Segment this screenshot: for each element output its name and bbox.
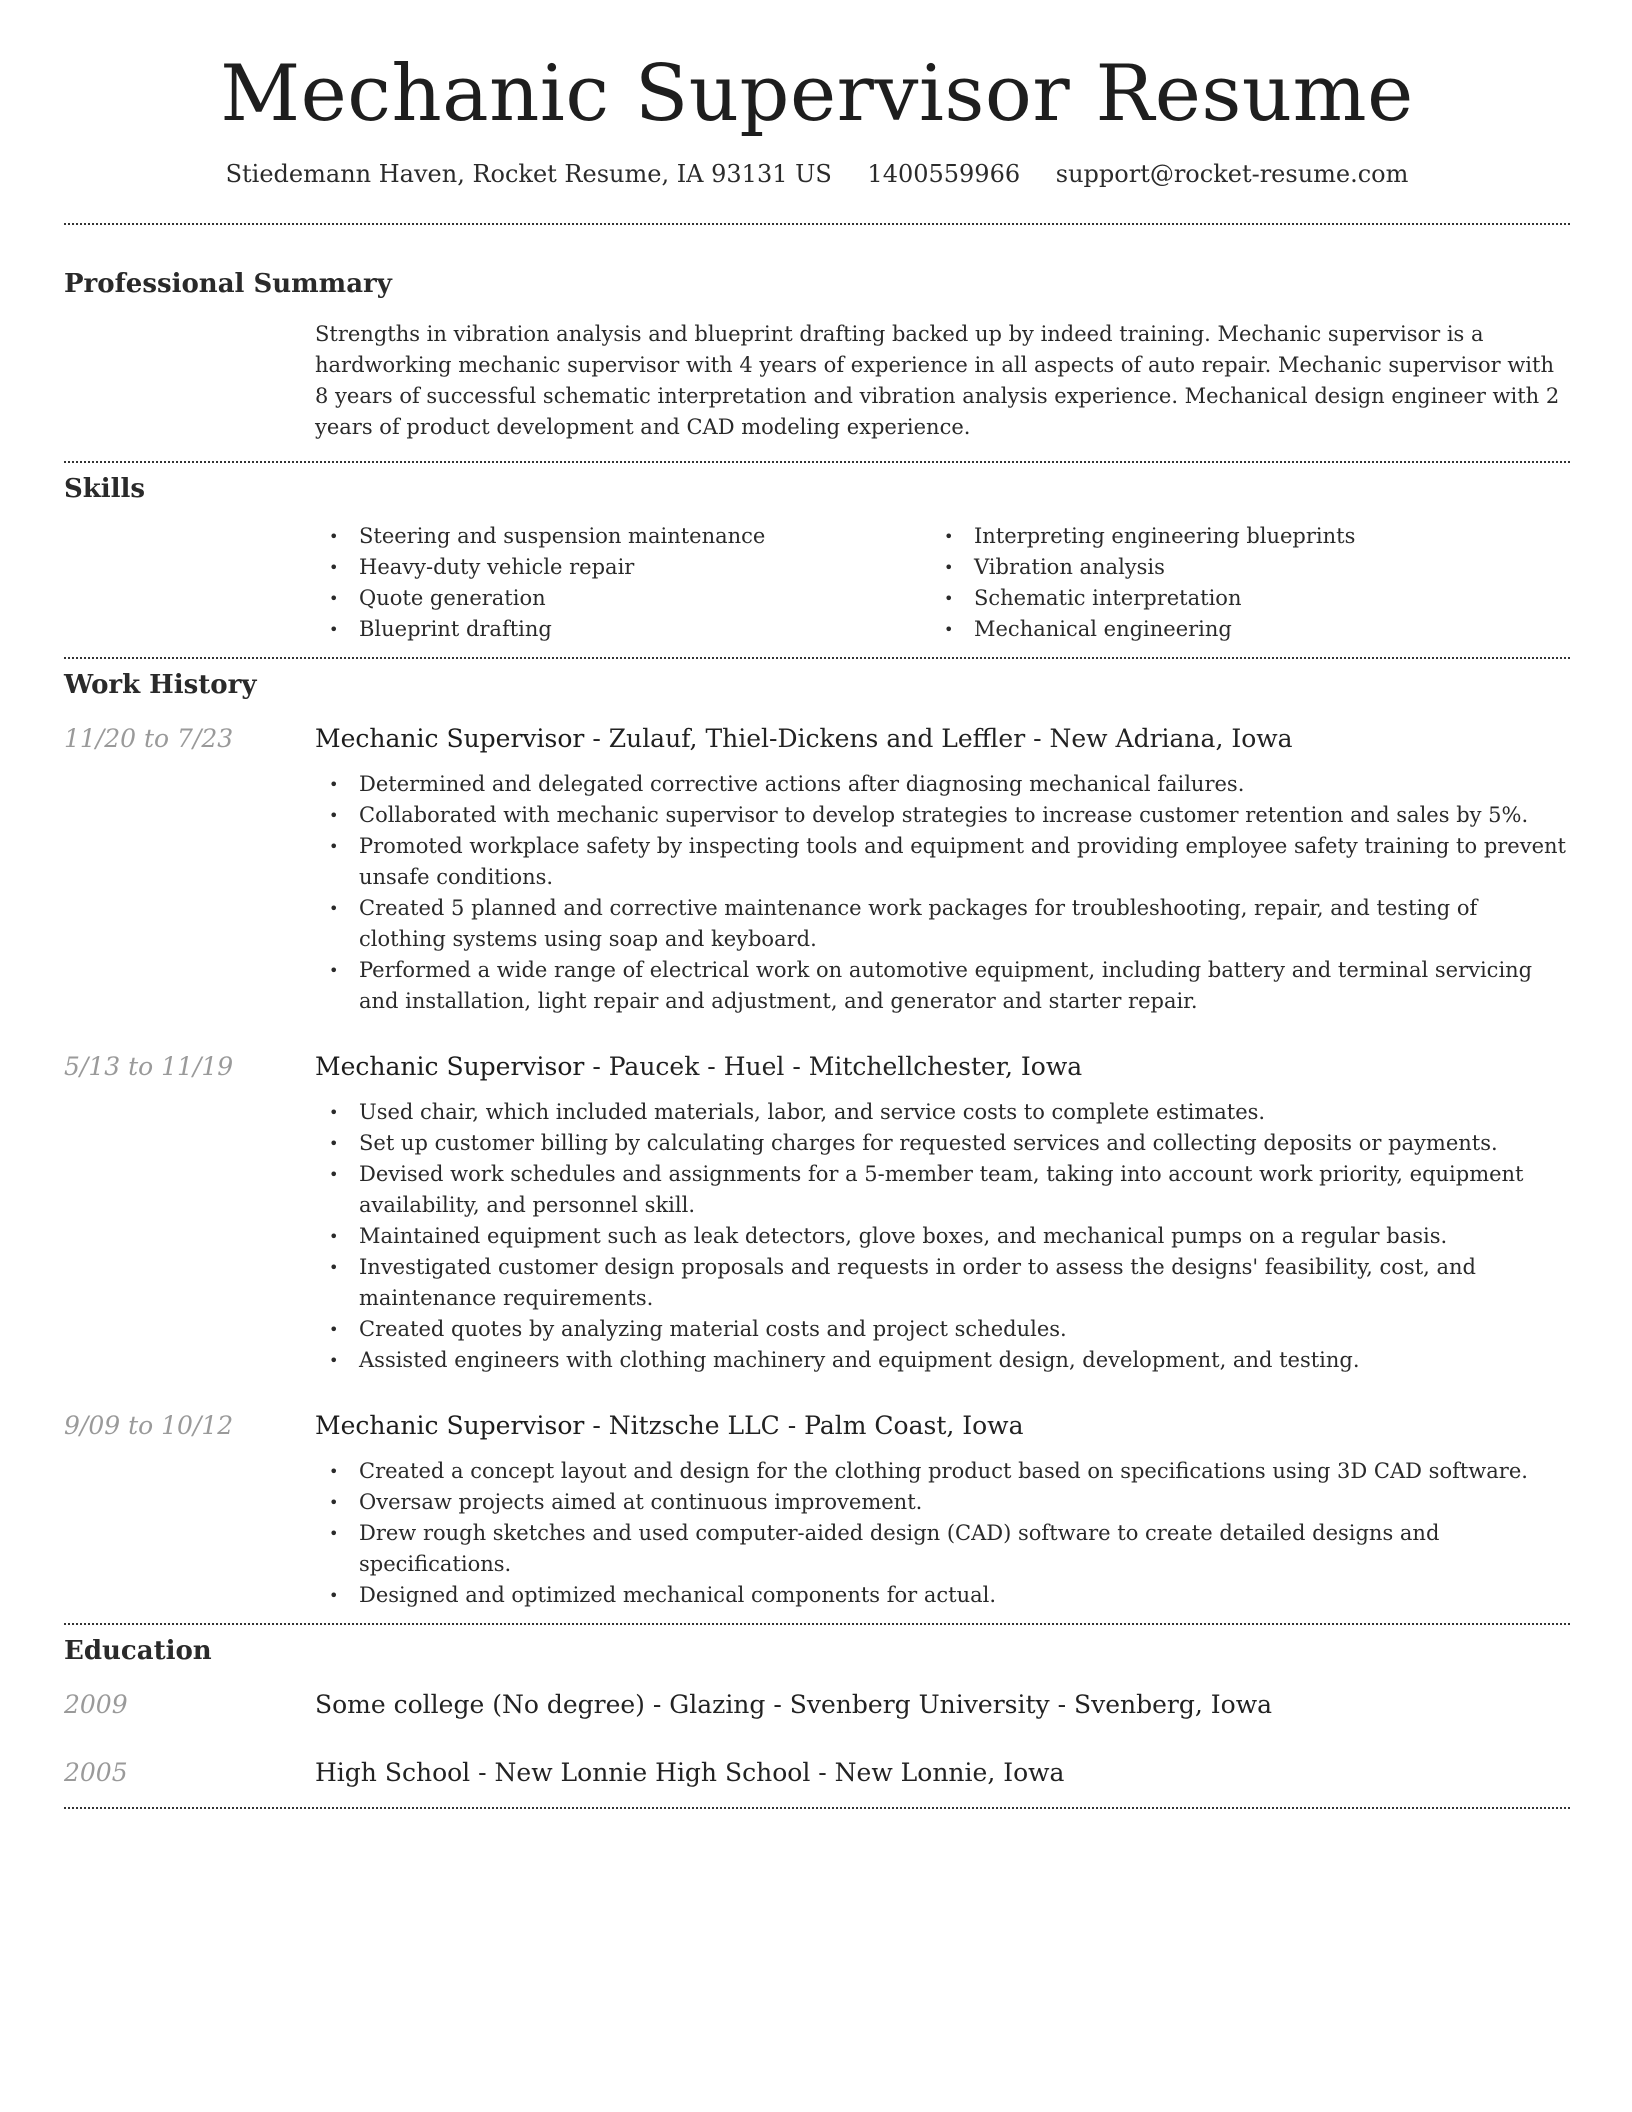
job-bullets [315,1097,1570,1376]
job-bullets [315,1456,1570,1611]
education-entry [64,1757,1570,1789]
job-dates: 5/13 to 11/19 [64,1052,234,1082]
resume-title: Mechanic Supervisor Resume [220,49,1414,139]
skill-item: • Schematic interpretation [930,583,1545,614]
job-employer: - Paucek - Huel - Mitchellchester, Iowa [584,1052,1083,1082]
education-entry [64,1689,1570,1721]
job-bullet: • Designed and optimized mechanical components for actual. [315,1580,1570,1611]
job-bullet: • Devised work schedules and assignments for a 5-member team, taking into account work priority, equipment availability, and personnel skill. [315,1159,1570,1221]
job-title: Mechanic Supervisor [315,724,585,754]
skill-item: • Interpreting engineering blueprints [930,521,1545,552]
skill-item: • Vibration analysis [930,552,1545,583]
job-bullet: • Created quotes by analyzing material costs and project schedules. [315,1314,1570,1345]
skill-item: • Heavy-duty vehicle repair [315,552,930,583]
contact-line [64,160,1570,189]
job-bullet: • Promoted workplace safety by inspecting tools and equipment and providing employee safety training to prevent unsafe conditions. [315,831,1570,893]
section-heading-skills: Skills [64,473,146,504]
education-year: 2005 [64,1758,128,1788]
education-degree: Some college (No degree) - Glazing [315,1690,766,1720]
job-title: Mechanic Supervisor [315,1411,585,1441]
skills-list-right [930,521,1545,645]
job-bullet: • Assisted engineers with clothing machinery and equipment design, development, and testing. [315,1345,1570,1376]
section-heading-education: Education [64,1636,212,1667]
education-school: - Svenberg University - Svenberg, Iowa [765,1690,1273,1720]
education-degree: High School [315,1758,471,1788]
section-heading-work: Work History [64,669,257,700]
divider [64,1623,1570,1625]
job-bullet: • Used chair, which included materials, labor, and service costs to complete estimates. [315,1097,1570,1128]
job-bullets [315,769,1570,1017]
job-bullet: • Investigated customer design proposals and requests in order to assess the designs' feasibility, cost, and maintenance requirements. [315,1252,1570,1314]
divider [64,657,1570,659]
section-heading-summary: Professional Summary [64,268,392,299]
summary-text: Strengths in vibration analysis and blueprint drafting backed up by indeed training. Mechanic supervisor is a hardworking mechanic supervisor with 4 years of experience in all aspects of auto repair. Mechanic supervisor with 8 years of successful schematic interpretation and vibration analysis experience. Mechanical design engineer with 2 years of product development and CAD modeling experience. [315,321,1560,439]
education-school: - New Lonnie High School - New Lonnie, Iowa [470,1758,1065,1788]
job-bullet: • Performed a wide range of electrical work on automotive equipment, including battery and terminal servicing and installation, light repair and adjustment, and generator and starter repair. [315,955,1570,1017]
contact-email: support@rocket-resume.com [1055,159,1409,188]
job-heading [315,1051,1570,1083]
job-bullet: • Collaborated with mechanic supervisor to develop strategies to increase customer retention and sales by 5%. [315,800,1570,831]
job-bullet: • Determined and delegated corrective actions after diagnosing mechanical failures. [315,769,1570,800]
work-history-section [64,670,1570,1611]
job-bullet: • Set up customer billing by calculating charges for requested services and collecting deposits or payments. [315,1128,1570,1159]
contact-phone: 1400559966 [867,159,1021,188]
job-employer: - Nitzsche LLC - Palm Coast, Iowa [584,1411,1024,1441]
education-year: 2009 [64,1690,128,1720]
divider [64,223,1570,225]
education-heading [315,1689,1272,1721]
job-entry [64,1410,1570,1611]
job-dates: 9/09 to 10/12 [64,1411,234,1441]
skill-item: • Blueprint drafting [315,614,930,645]
professional-summary-section [64,269,1570,443]
job-heading [315,723,1570,755]
skills-section [64,474,1570,645]
skills-list-left [315,521,930,645]
job-bullet: • Created a concept layout and design for the clothing product based on specifications using 3D CAD software. [315,1456,1570,1487]
job-entry [64,1051,1570,1376]
job-bullet: • Drew rough sketches and used computer-aided design (CAD) software to create detailed designs and specifications. [315,1518,1570,1580]
job-bullet: • Created 5 planned and corrective maintenance work packages for troubleshooting, repair, and testing of clothing systems using soap and keyboard. [315,893,1570,955]
job-dates: 11/20 to 7/23 [64,724,234,754]
education-heading [315,1757,1064,1789]
job-entry [64,723,1570,1017]
education-section [64,1636,1570,1789]
contact-address: Stiedemann Haven, Rocket Resume, IA 93131 US [225,159,832,188]
job-title: Mechanic Supervisor [315,1052,585,1082]
job-bullet: • Oversaw projects aimed at continuous improvement. [315,1487,1570,1518]
job-heading [315,1410,1570,1442]
resume-page [64,0,1570,1809]
divider [64,461,1570,463]
divider [64,1807,1570,1809]
skill-item: • Mechanical engineering [930,614,1545,645]
skill-item: • Quote generation [315,583,930,614]
job-bullet: • Maintained equipment such as leak detectors, glove boxes, and mechanical pumps on a regular basis. [315,1221,1570,1252]
job-employer: - Zulauf, Thiel-Dickens and Leffler - New Adriana, Iowa [584,724,1293,754]
skill-item: • Steering and suspension maintenance [315,521,930,552]
